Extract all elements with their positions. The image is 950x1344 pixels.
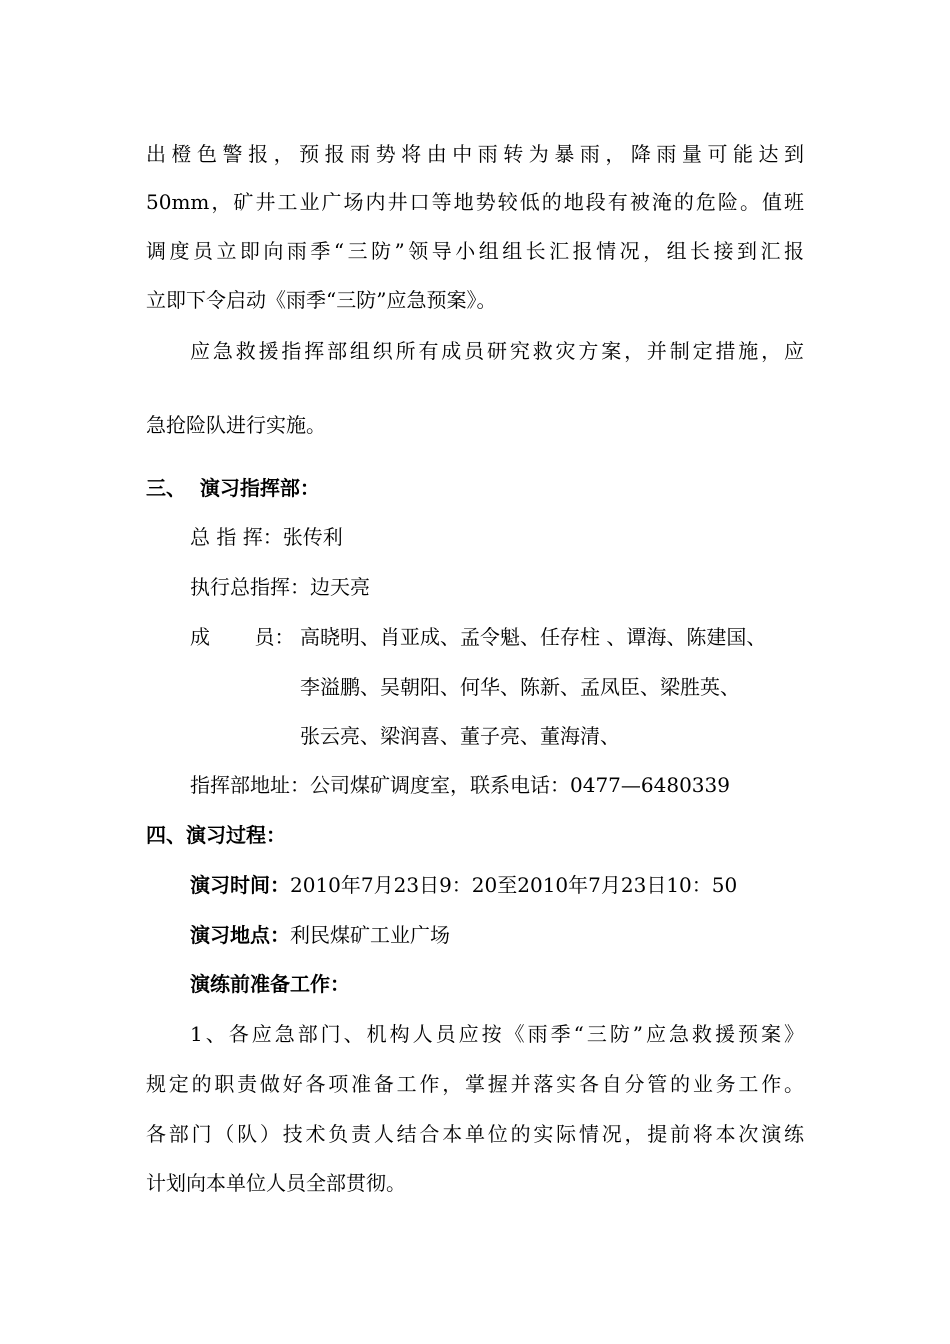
paragraph-line: 50mm，矿井工业广场内井口等地势较低的地段有被淹的危险。值班 bbox=[146, 190, 804, 214]
members-line: 张云亮、梁润喜、董子亮、董海清、 bbox=[300, 724, 620, 748]
paragraph-line: 立即下令启动《雨季“三防”应急预案》。 bbox=[146, 288, 497, 312]
drill-place-row bbox=[190, 922, 450, 948]
commander-label: 总 指 挥： bbox=[190, 525, 283, 549]
drill-place-label: 演习地点： bbox=[190, 923, 290, 947]
prep-heading: 演练前准备工作： bbox=[190, 972, 350, 996]
drill-time-row bbox=[190, 872, 737, 898]
commander-name: 张传利 bbox=[282, 525, 343, 549]
exec-commander-row bbox=[190, 574, 370, 600]
paragraph-line: 应急救援指挥部组织所有成员研究救灾方案，并制定措施，应 bbox=[190, 339, 804, 363]
members-line: 高晓明、肖亚成、孟令魁、任存柱 、谭海、陈建国、 bbox=[300, 625, 767, 649]
exec-commander-name: 边天亮 bbox=[310, 575, 370, 599]
paragraph-line: 调度员立即向雨季“三防”领导小组组长汇报情况，组长接到汇报 bbox=[146, 239, 804, 263]
paragraph-line: 急抢险队进行实施。 bbox=[146, 413, 326, 437]
paragraph-line: 出橙色警报，预报雨势将由中雨转为暴雨，降雨量可能达到 bbox=[146, 142, 804, 166]
drill-place-value: 利民煤矿工业广场 bbox=[290, 923, 450, 947]
paragraph-line: 各部门（队）技术负责人结合本单位的实际情况，提前将本次演练 bbox=[146, 1122, 804, 1146]
members-line: 李溢鹏、吴朝阳、何华、陈新、孟凤臣、梁胜英、 bbox=[300, 675, 740, 699]
members-label: 成 员： bbox=[190, 625, 295, 649]
section-heading: 三、 演习指挥部： bbox=[146, 476, 320, 500]
paragraph-line: 规定的职责做好各项准备工作，掌握并落实各自分管的业务工作。 bbox=[146, 1072, 804, 1096]
drill-time-value: 2010年7月23日9：20至2010年7月23日10：50 bbox=[290, 873, 738, 897]
paragraph-line: 1、各应急部门、机构人员应按《雨季“三防”应急救援预案》 bbox=[190, 1022, 804, 1046]
paragraph-line: 计划向本单位人员全部贯彻。 bbox=[146, 1171, 406, 1195]
commander-row bbox=[190, 524, 343, 550]
drill-time-label: 演习时间： bbox=[190, 873, 290, 897]
exec-commander-label: 执行总指挥： bbox=[190, 575, 310, 599]
section-heading: 四、演习过程： bbox=[146, 823, 286, 847]
command-address: 指挥部地址：公司煤矿调度室，联系电话：0477—6480339 bbox=[190, 773, 730, 797]
